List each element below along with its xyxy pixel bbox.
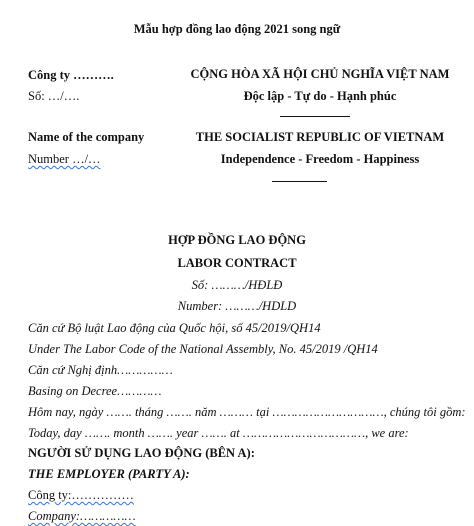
divider-vi xyxy=(280,116,350,117)
contract-number-vi: Số: ………/HĐLĐ xyxy=(191,278,283,292)
motto-vi: Độc lập - Tự do - Hạnh phúc xyxy=(243,89,397,103)
date-place-en: Today, day ……. month ……. year ……. at ……………………………, we are: xyxy=(28,426,409,440)
legal-basis-en: Under The Labor Code of the National Assembly, No. 45/2019 /QH14 xyxy=(28,342,378,356)
decree-basis-en: Basing on Decree………… xyxy=(28,384,162,398)
document-title: Mẫu hợp đồng lao động 2021 song ngữ xyxy=(133,22,341,36)
party-a-company-vi: Công ty:…………… xyxy=(28,488,134,502)
party-a-company-en: Company:…………… xyxy=(28,509,136,523)
document-number-vi: Số: …/…. xyxy=(28,89,80,103)
party-a-heading-vi: NGƯỜI SỬ DỤNG LAO ĐỘNG (BÊN A): xyxy=(28,446,255,460)
company-label-vi: Công ty ………. xyxy=(28,68,114,82)
divider-en xyxy=(272,181,327,182)
motto-en: Independence - Freedom - Happiness xyxy=(220,152,420,166)
document-number-en: Number …/… xyxy=(28,152,101,166)
contract-title-vi: HỢP ĐỒNG LAO ĐỘNG xyxy=(168,233,306,247)
country-name-en: THE SOCIALIST REPUBLIC OF VIETNAM xyxy=(195,130,445,144)
decree-basis-vi: Căn cứ Nghị định…………… xyxy=(28,363,173,377)
date-place-vi: Hôm nay, ngày ……. tháng ……. năm ……… tại …………………………, chúng tôi gồm: xyxy=(28,405,466,419)
party-a-heading-en: THE EMPLOYER (PARTY A): xyxy=(28,467,190,481)
legal-basis-vi: Căn cứ Bộ luật Lao động của Quốc hội, số 45/2019/QH14 xyxy=(28,321,321,335)
contract-number-en: Number: ………/HDLD xyxy=(177,299,297,313)
country-name-vi: CỘNG HÒA XÃ HỘI CHỦ NGHĨA VIỆT NAM xyxy=(190,67,450,81)
contract-title-en: LABOR CONTRACT xyxy=(177,256,297,270)
company-label-en: Name of the company xyxy=(28,130,145,144)
